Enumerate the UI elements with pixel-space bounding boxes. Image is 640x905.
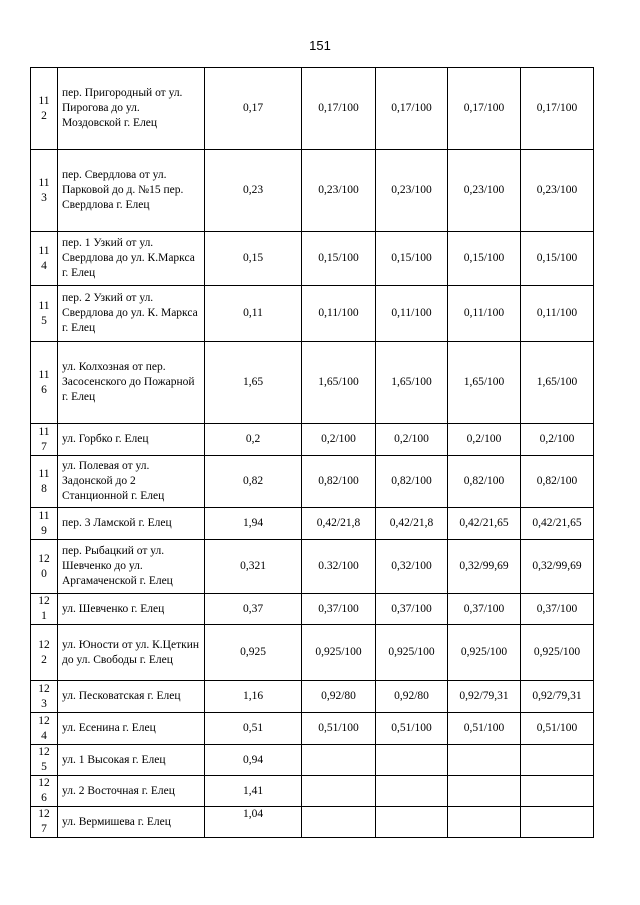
value-col-3: 0,32/99,69	[448, 540, 521, 594]
road-name: ул. Вермишева г. Елец	[58, 807, 205, 838]
table-row	[31, 776, 594, 807]
row-number: 12 1	[31, 594, 58, 625]
table-row	[31, 342, 594, 424]
row-number: 12 5	[31, 745, 58, 776]
value-col-2: 0,2/100	[376, 424, 448, 456]
value-col-1: 0,15/100	[302, 232, 376, 286]
row-number: 12 7	[31, 807, 58, 838]
road-length: 1,04	[205, 807, 302, 838]
value-col-4: 0,82/100	[521, 456, 594, 508]
road-name: ул. Юности от ул. К.Цеткин до ул. Свободы г. Елец	[58, 625, 205, 681]
value-col-1	[302, 776, 376, 807]
road-name: пер. 2 Узкий от ул. Свердлова до ул. К. Маркса г. Елец	[58, 286, 205, 342]
road-length: 0,321	[205, 540, 302, 594]
value-col-2: 0,15/100	[376, 232, 448, 286]
value-col-3: 0,37/100	[448, 594, 521, 625]
value-col-2: 0,92/80	[376, 681, 448, 713]
road-length: 0,15	[205, 232, 302, 286]
value-col-1: 0,23/100	[302, 150, 376, 232]
roads-table	[30, 67, 594, 838]
value-col-3: 0,925/100	[448, 625, 521, 681]
value-col-4: 0,92/79,31	[521, 681, 594, 713]
value-col-4: 0,925/100	[521, 625, 594, 681]
table-body	[31, 68, 594, 838]
value-col-2: 0,32/100	[376, 540, 448, 594]
value-col-3: 0,17/100	[448, 68, 521, 150]
value-col-1: 0.32/100	[302, 540, 376, 594]
row-number: 11 9	[31, 508, 58, 540]
row-number: 12 4	[31, 713, 58, 745]
value-col-2: 1,65/100	[376, 342, 448, 424]
road-name: ул. Шевченко г. Елец	[58, 594, 205, 625]
value-col-4: 0,37/100	[521, 594, 594, 625]
table-row	[31, 625, 594, 681]
value-col-2: 0,925/100	[376, 625, 448, 681]
row-number: 11 3	[31, 150, 58, 232]
value-col-2: 0,42/21,8	[376, 508, 448, 540]
road-length: 0,51	[205, 713, 302, 745]
table-row	[31, 745, 594, 776]
row-number: 12 6	[31, 776, 58, 807]
value-col-1: 0,42/21,8	[302, 508, 376, 540]
value-col-2: 0,82/100	[376, 456, 448, 508]
value-col-2	[376, 776, 448, 807]
value-col-3: 0,2/100	[448, 424, 521, 456]
value-col-2: 0,37/100	[376, 594, 448, 625]
road-name: пер. Пригородный от ул. Пирогова до ул. Моздовской г. Елец	[58, 68, 205, 150]
road-name: ул. Есенина г. Елец	[58, 713, 205, 745]
value-col-3: 0,51/100	[448, 713, 521, 745]
road-length: 1,16	[205, 681, 302, 713]
value-col-4: 0,42/21,65	[521, 508, 594, 540]
row-number: 11 5	[31, 286, 58, 342]
road-length: 0,82	[205, 456, 302, 508]
value-col-1: 0,17/100	[302, 68, 376, 150]
row-number: 12 0	[31, 540, 58, 594]
value-col-2: 0,51/100	[376, 713, 448, 745]
value-col-4: 0,32/99,69	[521, 540, 594, 594]
value-col-1: 1,65/100	[302, 342, 376, 424]
value-col-3	[448, 807, 521, 838]
road-length: 0,37	[205, 594, 302, 625]
value-col-1: 0,11/100	[302, 286, 376, 342]
value-col-4: 0,15/100	[521, 232, 594, 286]
value-col-2: 0,11/100	[376, 286, 448, 342]
road-name: пер. Свердлова от ул. Парковой до д. №15 пер. Свердлова г. Елец	[58, 150, 205, 232]
row-number: 11 4	[31, 232, 58, 286]
table-row	[31, 540, 594, 594]
value-col-1: 0,925/100	[302, 625, 376, 681]
road-name: ул. Горбко г. Елец	[58, 424, 205, 456]
road-name: пер. Рыбацкий от ул. Шевченко до ул. Аргамаченской г. Елец	[58, 540, 205, 594]
table-row	[31, 713, 594, 745]
road-name: ул. 2 Восточная г. Елец	[58, 776, 205, 807]
road-length: 0,94	[205, 745, 302, 776]
value-col-4	[521, 776, 594, 807]
row-number: 11 8	[31, 456, 58, 508]
value-col-3: 0,11/100	[448, 286, 521, 342]
road-length: 0,11	[205, 286, 302, 342]
value-col-2: 0,17/100	[376, 68, 448, 150]
value-col-2	[376, 807, 448, 838]
road-length: 0,23	[205, 150, 302, 232]
value-col-3: 0,42/21,65	[448, 508, 521, 540]
road-name: ул. Песковатская г. Елец	[58, 681, 205, 713]
value-col-3: 0,23/100	[448, 150, 521, 232]
table-row	[31, 424, 594, 456]
value-col-3	[448, 745, 521, 776]
road-length: 0,2	[205, 424, 302, 456]
value-col-2: 0,23/100	[376, 150, 448, 232]
value-col-4: 0,2/100	[521, 424, 594, 456]
value-col-4: 0,17/100	[521, 68, 594, 150]
value-col-4: 0,23/100	[521, 150, 594, 232]
value-col-1: 0,37/100	[302, 594, 376, 625]
value-col-1: 0,51/100	[302, 713, 376, 745]
road-length: 0,925	[205, 625, 302, 681]
value-col-4	[521, 745, 594, 776]
table-row	[31, 681, 594, 713]
row-number: 12 2	[31, 625, 58, 681]
row-number: 11 6	[31, 342, 58, 424]
value-col-1: 0,92/80	[302, 681, 376, 713]
value-col-3: 1,65/100	[448, 342, 521, 424]
page-number: 151	[309, 38, 331, 53]
road-name: ул. Колхозная от пер. Засосенского до Пожарной г. Елец	[58, 342, 205, 424]
row-number: 11 7	[31, 424, 58, 456]
road-length: 1,41	[205, 776, 302, 807]
table-row	[31, 286, 594, 342]
value-col-1	[302, 745, 376, 776]
road-length: 0,17	[205, 68, 302, 150]
row-number: 11 2	[31, 68, 58, 150]
value-col-1	[302, 807, 376, 838]
value-col-1: 0,2/100	[302, 424, 376, 456]
table-row	[31, 68, 594, 150]
road-length: 1,94	[205, 508, 302, 540]
value-col-3: 0,82/100	[448, 456, 521, 508]
table-row	[31, 508, 594, 540]
value-col-4	[521, 807, 594, 838]
value-col-3	[448, 776, 521, 807]
value-col-3: 0,15/100	[448, 232, 521, 286]
value-col-4: 1,65/100	[521, 342, 594, 424]
value-col-2	[376, 745, 448, 776]
table-row	[31, 150, 594, 232]
table-row	[31, 594, 594, 625]
table-row	[31, 807, 594, 838]
road-name: пер. 3 Ламской г. Елец	[58, 508, 205, 540]
value-col-4: 0,11/100	[521, 286, 594, 342]
value-col-4: 0,51/100	[521, 713, 594, 745]
road-name: ул. Полевая от ул. Задонской до 2 Станционной г. Елец	[58, 456, 205, 508]
value-col-3: 0,92/79,31	[448, 681, 521, 713]
table-row	[31, 232, 594, 286]
road-name: ул. 1 Высокая г. Елец	[58, 745, 205, 776]
road-length: 1,65	[205, 342, 302, 424]
road-name: пер. 1 Узкий от ул. Свердлова до ул. К.Маркса г. Елец	[58, 232, 205, 286]
row-number: 12 3	[31, 681, 58, 713]
table-row	[31, 456, 594, 508]
value-col-1: 0,82/100	[302, 456, 376, 508]
